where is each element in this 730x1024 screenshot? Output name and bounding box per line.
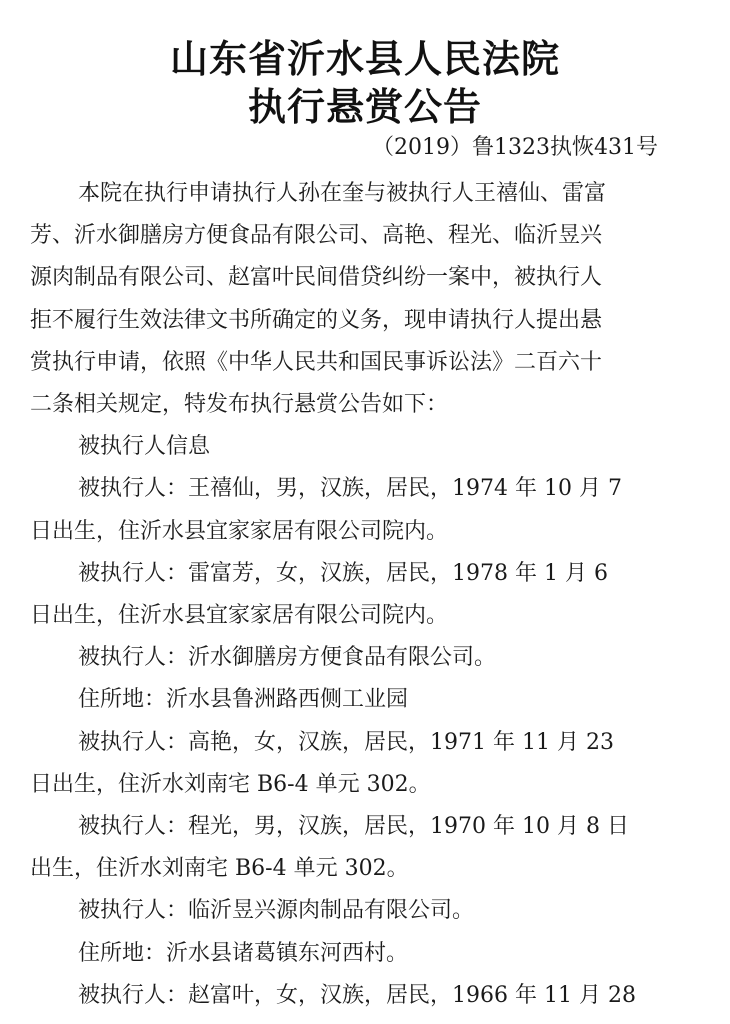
- party-entry-line: 被执行人：雷富芳，女，汉族，居民，1978 年 1 月 6: [78, 560, 608, 586]
- section-heading: 被执行人信息: [78, 434, 211, 460]
- paragraph-intro-line: 本院在执行申请执行人孙在奎与被执行人王禧仙、雷富: [78, 181, 607, 206]
- party-entry-line: 被执行人：程光，男，汉族，居民，1970 年 10 月 8 日: [78, 814, 629, 839]
- court-name-title: 山东省沂水县人民法院: [169, 37, 560, 81]
- case-number: （2019）鲁1323执恢431号: [372, 135, 658, 160]
- party-entry-line: 日出生，住沂水刘南宅 B6-4 单元 302。: [30, 771, 431, 797]
- announcement-title: 执行悬赏公告: [247, 85, 482, 129]
- paragraph-intro-line: 芳、沂水御膳房方便食品有限公司、高艳、程光、临沂昱兴: [30, 223, 603, 249]
- party-entry-line: 出生，住沂水刘南宅 B6-4 单元 302。: [30, 856, 409, 882]
- paragraph-intro-line: 拒不履行生效法律文书所确定的义务，现申请执行人提出悬: [30, 307, 603, 333]
- party-entry-line: 被执行人：王禧仙，男，汉族，居民，1974 年 10 月 7: [78, 476, 622, 502]
- paragraph-intro-line: 赏执行申请，依照《中华人民共和国民事诉讼法》二百六十: [30, 349, 603, 375]
- party-entry-line: 被执行人：高艳，女，汉族，居民，1971 年 11 月 23: [78, 729, 614, 755]
- party-entry-line: 被执行人：沂水御膳房方便食品有限公司。: [78, 645, 497, 671]
- paragraph-intro-line: 二条相关规定，特发布执行悬赏公告如下：: [30, 392, 449, 417]
- party-entry-line: 日出生，住沂水县宜家家居有限公司院内。: [30, 518, 449, 544]
- party-entry-line: 被执行人：临沂昱兴源肉制品有限公司。: [78, 898, 475, 924]
- paragraph-intro-line: 源肉制品有限公司、赵富叶民间借贷纠纷一案中，被执行人: [30, 265, 603, 291]
- address-line: 住所地：沂水县诸葛镇东河西村。: [78, 940, 409, 966]
- paragraph-intro-line: 被执行人：赵富叶，女，汉族，居民，1966 年 11 月 28: [78, 982, 636, 1008]
- address-line: 住所地：沂水县鲁洲路西侧工业园: [78, 687, 409, 713]
- party-entry-line: 日出生，住沂水县宜家家居有限公司院内。: [30, 603, 449, 628]
